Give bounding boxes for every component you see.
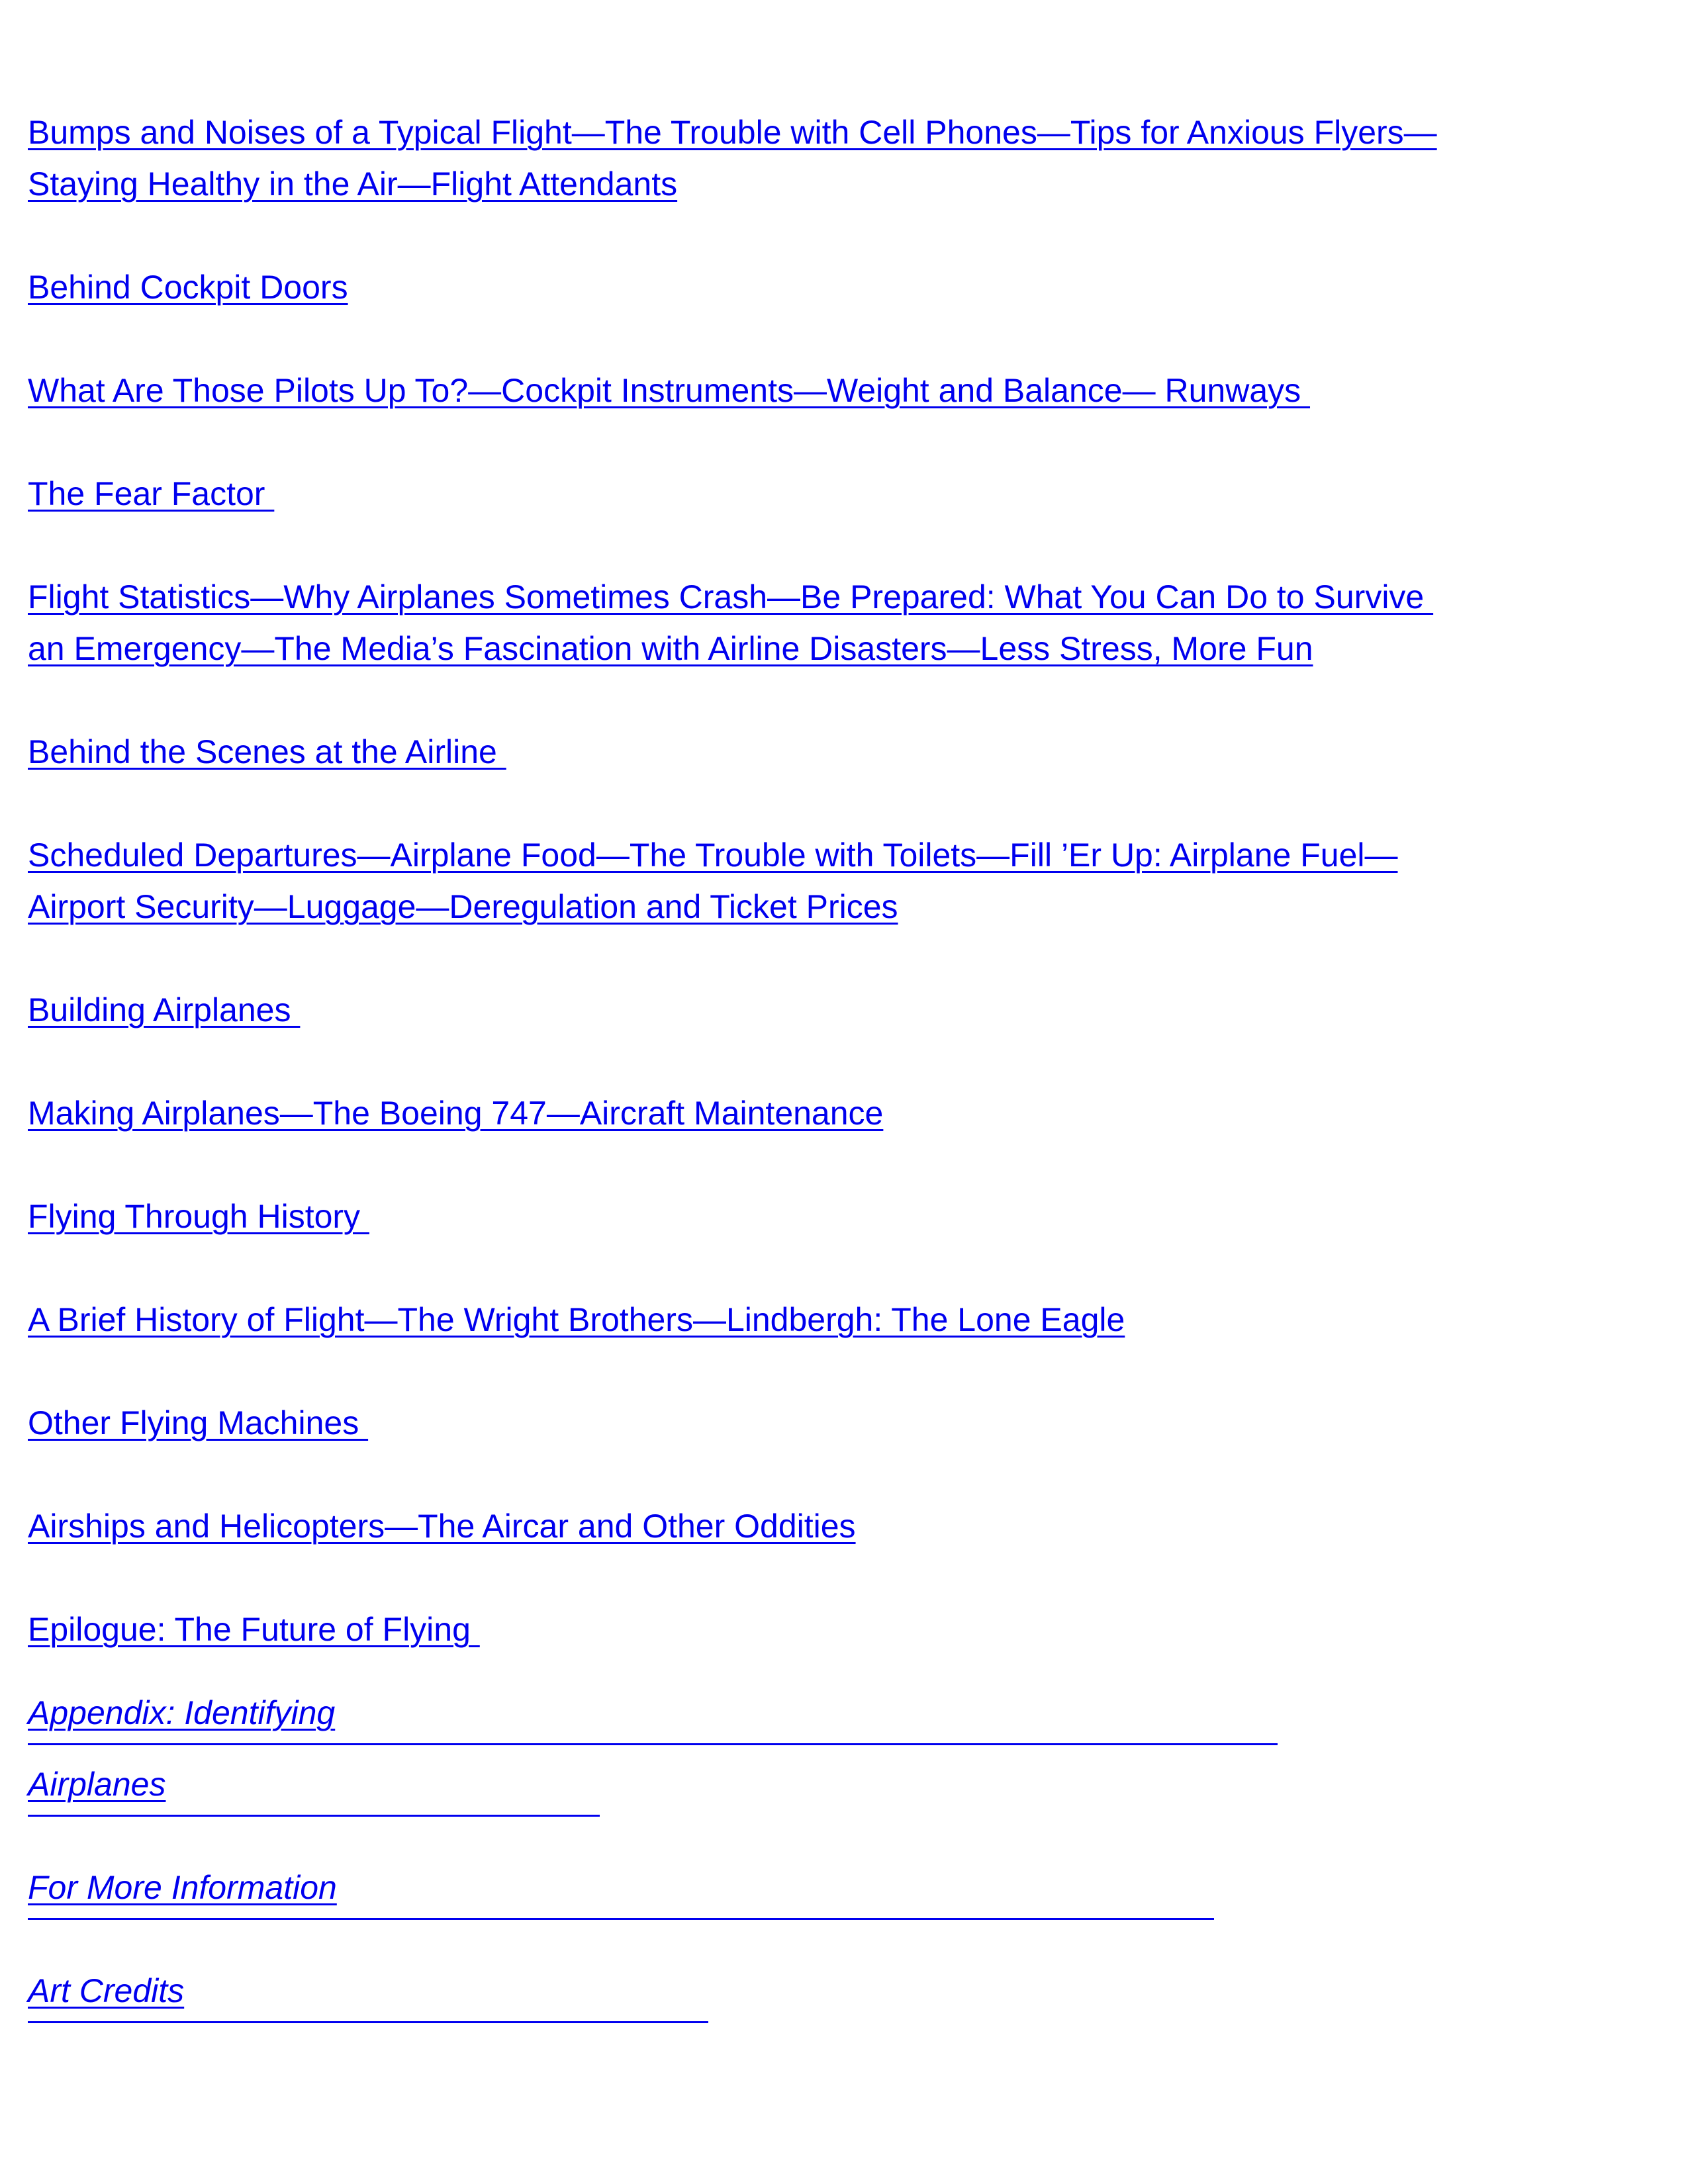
- toc-link[interactable]: What Are Those Pilots Up To?—Cockpit Instruments—Weight and Balance— Runways: [28, 372, 1311, 409]
- toc-link-appendix-cont[interactable]: Airplanes: [28, 1766, 166, 1803]
- toc-link[interactable]: Airships and Helicopters—The Aircar and Other Oddities: [28, 1508, 856, 1545]
- toc-link-part-title[interactable]: Building Airplanes: [28, 991, 301, 1028]
- toc-link[interactable]: Making Airplanes—The Boeing 747—Aircraft Maintenance: [28, 1095, 884, 1132]
- toc-link-part-title[interactable]: Behind Cockpit Doors: [28, 269, 348, 306]
- toc-link-epilogue[interactable]: Epilogue: The Future of Flying: [28, 1611, 480, 1648]
- toc-link-art-credits[interactable]: Art Credits: [28, 1972, 185, 2009]
- underline-rule: [28, 1918, 1214, 1920]
- toc-link-part-title[interactable]: Other Flying Machines: [28, 1404, 369, 1441]
- toc-link-appendix[interactable]: Appendix: Identifying: [28, 1694, 336, 1731]
- toc-link-part-title[interactable]: Flying Through History: [28, 1198, 369, 1235]
- toc-link[interactable]: Bumps and Noises of a Typical Flight—The Trouble with Cell Phones—Tips for Anxious Flyers—: [28, 114, 1437, 151]
- toc-link-more-info[interactable]: For More Information: [28, 1869, 337, 1906]
- underline-rule: [28, 1815, 600, 1817]
- toc-link[interactable]: A Brief History of Flight—The Wright Brothers—Lindbergh: The Lone Eagle: [28, 1301, 1125, 1338]
- toc-link[interactable]: Flight Statistics—Why Airplanes Sometimes Crash—Be Prepared: What You Can Do to Survive: [28, 578, 1434, 615]
- toc-link-part-title[interactable]: The Fear Factor: [28, 475, 275, 512]
- toc-link[interactable]: Scheduled Departures—Airplane Food—The Trouble with Toilets—Fill ’Er Up: Airplane Fuel—: [28, 837, 1398, 874]
- toc-link-part-title[interactable]: Behind the Scenes at the Airline: [28, 733, 506, 770]
- toc-link[interactable]: Staying Healthy in the Air—Flight Attendants: [28, 165, 678, 203]
- toc-link[interactable]: Airport Security—Luggage—Deregulation and Ticket Prices: [28, 888, 898, 925]
- underline-rule: [28, 2021, 708, 2023]
- underline-rule: [28, 1743, 1278, 1745]
- toc-link[interactable]: an Emergency—The Media’s Fascination with Airline Disasters—Less Stress, More Fun: [28, 630, 1313, 667]
